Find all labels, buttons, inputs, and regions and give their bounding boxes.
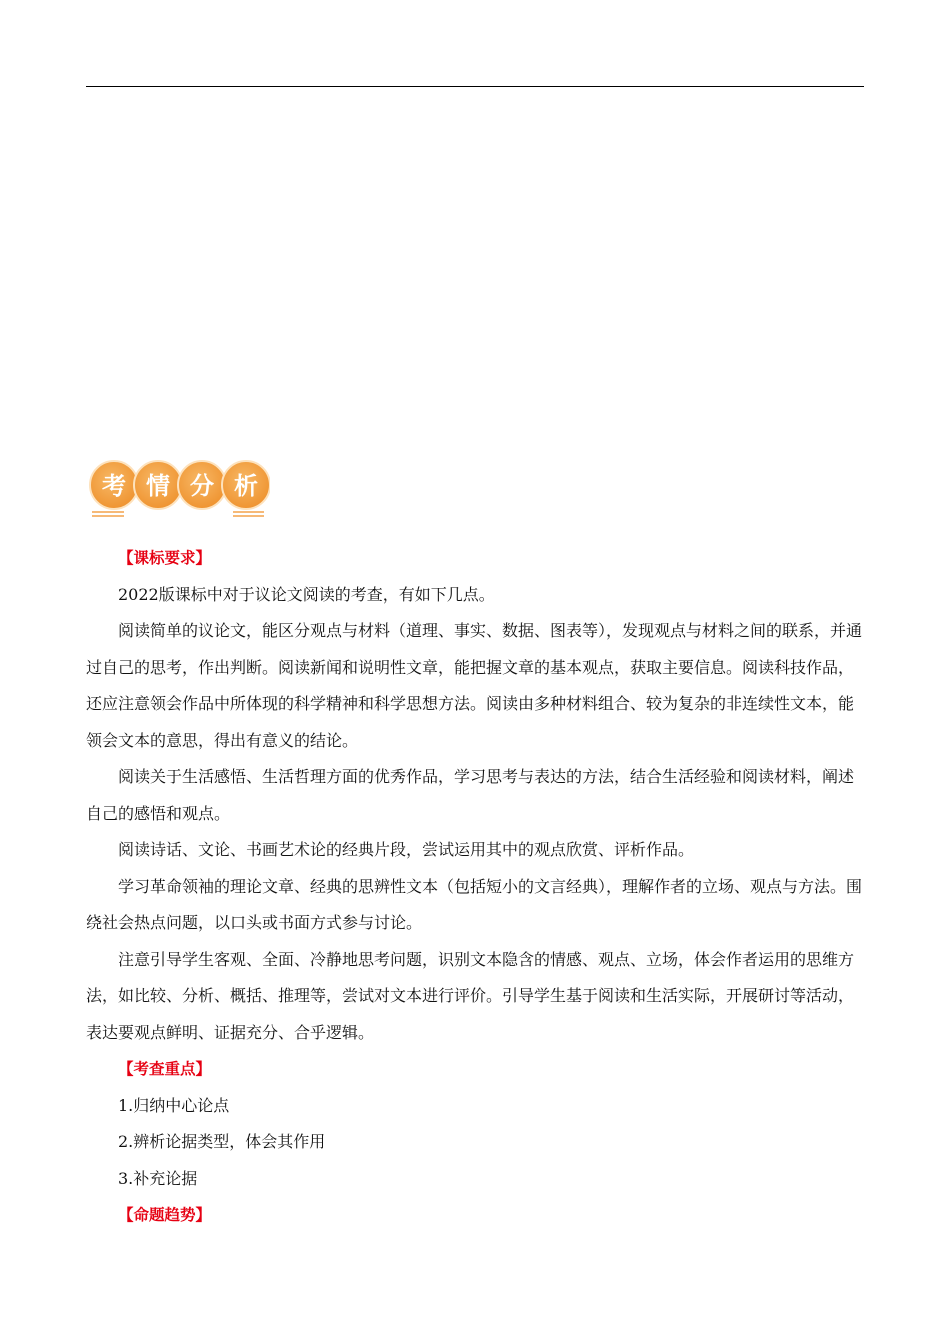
section-banner-kaoqing-fenxi	[88, 458, 270, 522]
requirements-paragraph: 阅读关于生活感悟、生活哲理方面的优秀作品，学习思考与表达的方法，结合生活经验和阅读材料，阐述自己的感悟和观点。	[86, 767, 855, 823]
banner-circle	[222, 461, 270, 509]
requirements-paragraph: 阅读简单的议论文，能区分观点与材料（道理、事实、数据、图表等），发现观点与材料之间的联系，并通过自己的思考，作出判断。阅读新闻和说明性文章，能把握文章的基本观点，获取主要信息。阅读科技作品，还应注意领会作品中所体现的科学精神和科学思想方法。阅读由多种材料组合、较为复杂的非连续性文本，能领会文本的意思，得出有意义的结论。	[86, 621, 863, 750]
requirements-paragraph: 注意引导学生客观、全面、冷静地思考问题，识别文本隐含的情感、观点、立场，体会作者运用的思维方法，如比较、分析、概括、推理等，尝试对文本进行评价。引导学生基于阅读和生活实际，开展研讨等活动，表达要观点鲜明、证据充分、合乎逻辑。	[86, 949, 855, 1042]
heading-key-points: 【考查重点】	[118, 1060, 212, 1078]
banner-circle	[178, 461, 226, 509]
banner-underline	[92, 512, 264, 516]
header-rule	[86, 86, 864, 87]
key-point-item: 2.辨析论据类型，体会其作用	[118, 1132, 326, 1151]
heading-trends: 【命题趋势】	[118, 1206, 212, 1224]
requirements-paragraph: 学习革命领袖的理论文章、经典的思辨性文本（包括短小的文言经典），理解作者的立场、观点与方法。围绕社会热点问题，以口头或书面方式参与讨论。	[86, 876, 863, 932]
requirements-paragraph: 2022版课标中对于议论文阅读的考查，有如下几点。	[118, 584, 495, 604]
banner-char-4: 析	[234, 472, 258, 500]
banner-circle	[90, 461, 138, 509]
banner-char-2: 情	[146, 472, 170, 500]
banner-char-3: 分	[190, 472, 214, 500]
banner-circle	[134, 461, 182, 509]
heading-requirements: 【课标要求】	[118, 549, 212, 567]
key-point-item: 1.归纳中心论点	[118, 1095, 230, 1115]
document-body	[86, 540, 866, 1234]
key-point-item: 3.补充论据	[118, 1168, 198, 1188]
requirements-paragraph: 阅读诗话、文论、书画艺术论的经典片段，尝试运用其中的观点欣赏、评析作品。	[118, 840, 695, 859]
banner-char-1: 考	[102, 472, 126, 500]
